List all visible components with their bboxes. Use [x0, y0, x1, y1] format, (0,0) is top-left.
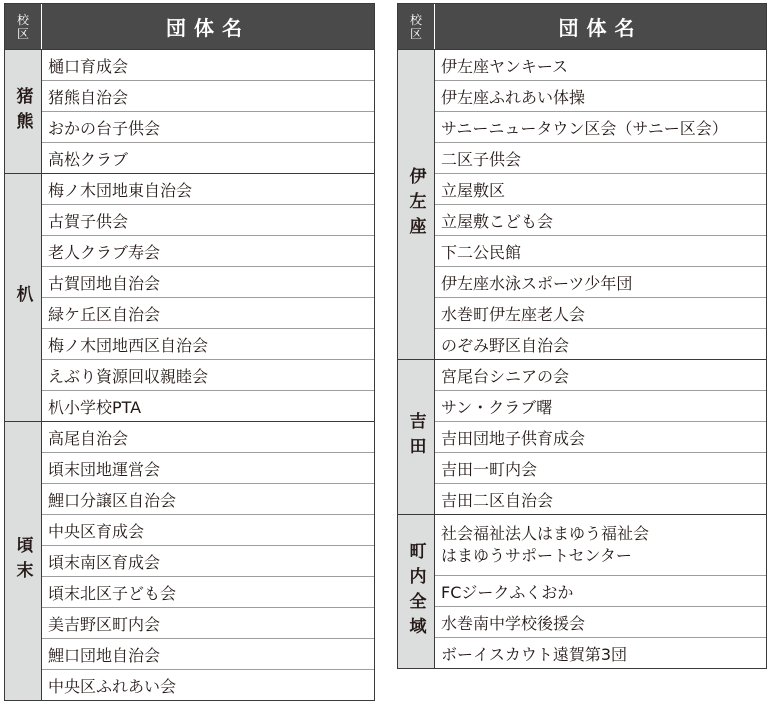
school-cell: 町内全域 [398, 515, 435, 668]
table-row: 水巻南中学校後援会 [435, 606, 766, 637]
table-row: 中央区ふれあい会 [42, 669, 374, 700]
table-row: 頃末団地運営会 [42, 452, 374, 483]
table-row: 緑ケ丘区自治会 [42, 297, 374, 328]
school-group-yoshida [398, 359, 766, 514]
table-row: 伊左座ヤンキース [441, 56, 569, 76]
table-row: 吉田二区自治会 [435, 483, 766, 514]
table-row: FCジークふくおか [435, 575, 766, 606]
table-row: 梅ノ木団地西区自治会 [42, 328, 374, 359]
table-row: 高松クラブ [42, 142, 374, 173]
table-row: のぞみ野区自治会 [435, 328, 766, 359]
table-header [398, 4, 766, 49]
left-organization-table [4, 3, 375, 701]
table-row: 朳小学校PTA [42, 390, 374, 421]
table-header [5, 4, 374, 49]
table-row: 立屋敷区 [435, 173, 766, 204]
school-group-eburi [5, 173, 374, 421]
table-row: 吉田一町内会 [435, 452, 766, 483]
table-row: 吉田団地子供育成会 [435, 421, 766, 452]
table-row: 水巻町伊左座老人会 [435, 297, 766, 328]
table-row: 梅ノ木団地東自治会 [48, 180, 193, 200]
table-row: えぶり資源回収親睦会 [42, 359, 374, 390]
table-row: 宮尾台シニアの会 [441, 366, 570, 386]
table-row: 猪熊自治会 [42, 80, 374, 111]
school-group-isaza [398, 49, 766, 359]
school-group-inokuma [5, 49, 374, 173]
table-row: 美吉野区町内会 [42, 607, 374, 638]
school-cell: 伊左座 [398, 50, 435, 359]
organization-name-header: 団体名 [166, 16, 250, 40]
table-row: 古賀団地自治会 [42, 266, 374, 297]
school-district-header: 校区 [5, 4, 42, 49]
table-row: 古賀子供会 [42, 204, 374, 235]
school-district-header: 校区 [398, 4, 435, 49]
table-row: おかの台子供会 [42, 111, 374, 142]
table-row: 中央区育成会 [42, 514, 374, 545]
table-row: 高尾自治会 [48, 428, 129, 448]
table-row: ボーイスカウト遠賀第3団 [435, 637, 766, 668]
table-row: 伊左座水泳スポーツ少年団 [435, 266, 766, 297]
school-group-town-wide [398, 514, 766, 668]
organization-name-header: 団体名 [558, 16, 643, 40]
right-organization-table [397, 3, 767, 669]
table-row: 伊左座ふれあい体操 [435, 80, 766, 111]
table-row: 樋口育成会 [48, 56, 129, 76]
table-row: 下二公民館 [435, 235, 766, 266]
table-row: 鯉口分譲区自治会 [42, 483, 374, 514]
school-cell: 朳 [5, 174, 42, 421]
school-cell: 吉田 [398, 360, 435, 514]
table-row: 社会福祉法人はまゆう福祉会 はまゆうサポートセンター [441, 524, 650, 565]
table-row: 鯉口団地自治会 [42, 638, 374, 669]
school-cell: 頃末 [5, 422, 42, 700]
school-cell: 猪熊 [5, 50, 42, 173]
school-group-koromatsu [5, 421, 374, 700]
table-row: 老人クラブ寿会 [42, 235, 374, 266]
table-row: 頃末南区育成会 [42, 545, 374, 576]
table-row: 頃末北区子ども会 [42, 576, 374, 607]
table-row: サン・クラブ曙 [435, 390, 766, 421]
table-row: サニーニュータウン区会（サニー区会） [435, 111, 766, 142]
table-row: 立屋敷こども会 [435, 204, 766, 235]
table-row: 二区子供会 [435, 142, 766, 173]
